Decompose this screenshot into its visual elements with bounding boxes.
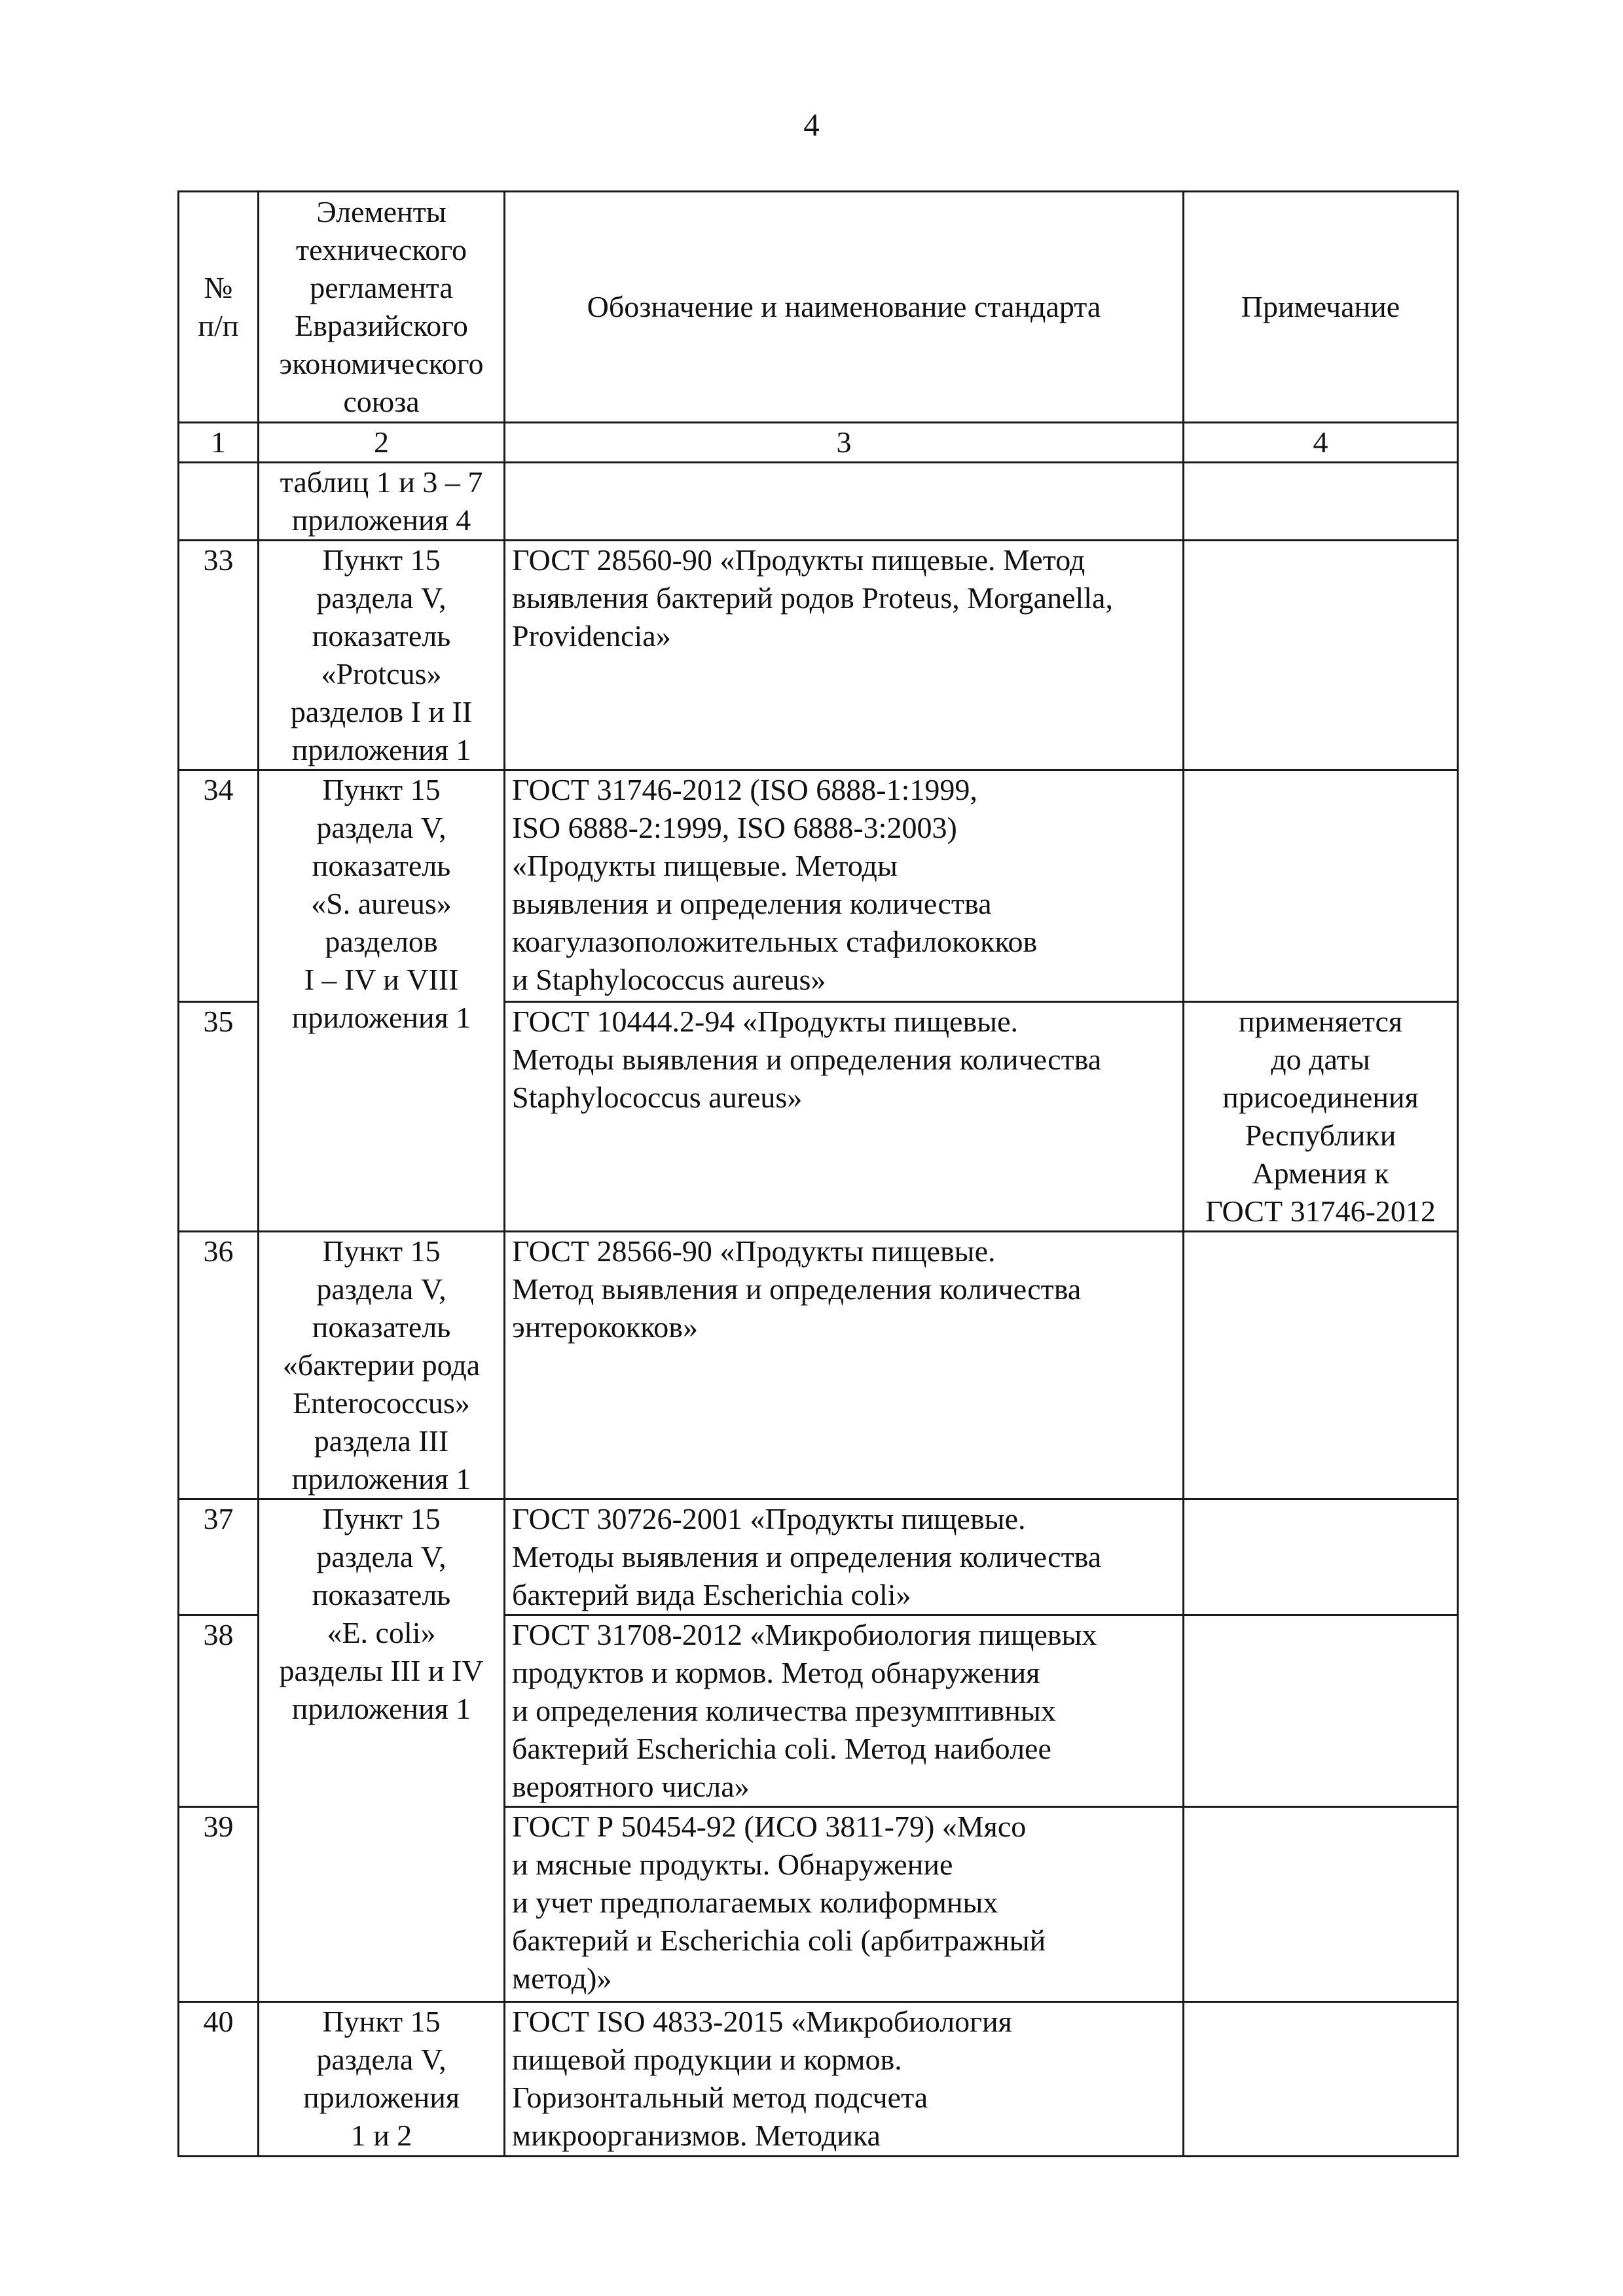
note-cell [1184,1499,1458,1615]
text-line: ГОСТ 28566-90 «Продукты пищевые. [512,1234,996,1268]
text-line: ГОСТ 28560-90 «Продукты пищевые. Метод [512,543,1085,577]
text-line: ГОСТ 31746-2012 (ISO 6888-1:1999, [512,773,977,806]
standard-cell [505,463,1184,541]
row-number: 40 [179,2002,259,2157]
standard-cell [505,1002,1184,1232]
text-line: Пункт 15 [322,543,441,577]
header-note-cell [1184,192,1458,423]
note-cell [1184,541,1458,770]
row-number: 39 [179,1807,259,2002]
text-line: ГОСТ 31708-2012 «Микробиология пищевых [512,1618,1097,1651]
text-line: 1 и 2 [350,2119,412,2152]
numbering-cell-4: 4 [1184,423,1458,463]
text-line: вероятного числа» [512,1770,750,1803]
element-cell [259,1232,505,1499]
standards-table [177,190,1459,2157]
note-cell [1184,1807,1458,2002]
standard-text [512,1500,1176,1614]
text-line: и Staphylococcus aureus» [512,963,826,996]
standard-cell [505,1232,1184,1499]
element-text [266,771,497,1037]
note-cell [1184,1615,1458,1807]
text-line: ГОСТ 30726-2001 «Продукты пищевые. [512,1502,1026,1535]
text-line: Пункт 15 [322,1234,441,1268]
text-line: и определения количества презумптивных [512,1694,1056,1727]
text-line: Армения к [1252,1157,1389,1190]
text-line: выявления и определения количества [512,887,992,920]
standard-text [512,1232,1176,1346]
text-line: «E. coli» [327,1616,436,1649]
text-line: метод)» [512,1962,612,1995]
table-row-36 [179,1232,1458,1499]
text-line: бактерий Escherichia coli. Метод наиболее [512,1732,1051,1765]
text-line: Республики [1245,1119,1396,1152]
table-row-33 [179,541,1458,770]
header-elements-cell [259,192,505,423]
table-row-37 [179,1499,1458,1615]
text-line: показатель [312,619,451,653]
standard-text [512,541,1176,655]
element-cell [259,541,505,770]
text-line: «S. aureus» [311,887,452,920]
header-number-label [186,269,251,345]
text-line: таблиц 1 и 3 – 7 [280,465,483,499]
text-line: «Продукты пищевые. Методы [512,849,898,882]
text-line: продуктов и кормов. Метод обнаружения [512,1656,1040,1689]
text-line: Метод выявления и определения количества [512,1272,1082,1306]
row-number: 38 [179,1615,259,1807]
element-text [266,1500,497,1728]
element-cell [259,463,505,541]
element-text [266,2003,497,2155]
text-line: присоединения [1222,1081,1419,1114]
text-line: и учет предполагаемых колиформных [512,1886,998,1919]
text-line: разделов [325,925,438,958]
note-text [1191,1003,1450,1230]
note-cell [1184,463,1458,541]
text-line: Евразийского [295,309,468,342]
text-line: ГОСТ 31746-2012 [1205,1194,1436,1228]
text-line: до даты [1271,1043,1370,1076]
text-line: «Protcus» [321,657,442,691]
text-line: микроорганизмов. Методика [512,2119,881,2152]
text-line: ГОСТ 10444.2-94 «Продукты пищевые. [512,1005,1018,1038]
text-line: Элементы [316,195,447,228]
text-line: раздела III [314,1424,449,1458]
row-number: 33 [179,541,259,770]
text-line: бактерий и Escherichia coli (арбитражный [512,1924,1046,1957]
row-number [179,463,259,541]
text-line: раздела V, [316,2043,447,2076]
text-line: приложения 1 [291,1001,471,1034]
text-line: союза [343,385,420,418]
header-standard-cell [505,192,1184,423]
text-line: Пункт 15 [322,1502,441,1535]
standard-text [512,771,1176,999]
row-number: 34 [179,770,259,1002]
text-line: приложения 1 [291,733,471,766]
column-numbering-row [179,423,1458,463]
standard-text [512,1616,1176,1806]
standard-text [512,1003,1176,1117]
text-line: Staphylococcus aureus» [512,1081,803,1114]
note-cell [1184,1232,1458,1499]
note-cell [1184,1002,1458,1232]
element-cell-merged [259,770,505,1232]
text-line: пищевой продукции и кормов. [512,2043,902,2076]
text-line: показатель [312,1578,451,1611]
page-number: 4 [803,107,820,143]
text-line: коагулазоположительных стафилококков [512,925,1038,958]
text-line: ГОСТ ISO 4833-2015 «Микробиология [512,2005,1012,2038]
text-line: «бактерии рода [282,1348,481,1382]
numbering-cell-2: 2 [259,423,505,463]
text-line: раздела V, [316,1272,447,1306]
text-line: регламента [310,271,453,304]
standard-text [512,1808,1176,1998]
header-elements-label [266,193,497,421]
text-line: показатель [312,1310,451,1344]
text-line: разделы III и IV [279,1654,484,1687]
table-row-34 [179,770,1458,1002]
element-cell-merged [259,1499,505,2002]
text-line: ISO 6888-2:1999, ISO 6888-3:2003) [512,811,957,844]
text-line: технического [296,233,467,266]
text-line: приложения 4 [291,503,471,537]
standard-text [512,2003,1176,2155]
element-cell [259,2002,505,2157]
text-line: I – IV и VIII [304,963,459,996]
text-line: раздела V, [316,811,447,844]
text-line: применяется [1238,1005,1403,1038]
element-text [266,541,497,769]
text-line: п/п [198,309,239,342]
text-line: и мясные продукты. Обнаружение [512,1848,953,1881]
text-line: экономического [279,347,484,380]
text-line: выявления бактерий родов Proteus, Morganella, [512,581,1113,615]
standard-cell [505,541,1184,770]
numbering-cell-3: 3 [505,423,1184,463]
standard-cell [505,1807,1184,2002]
header-standard-label: Обозначение и наименование стандарта [587,290,1101,323]
text-line: Горизонтальный метод подсчета [512,2081,928,2114]
text-line: № [204,271,233,304]
text-line: Пункт 15 [322,773,441,806]
text-line: раздела V, [316,1540,447,1573]
standard-cell [505,1615,1184,1807]
note-cell [1184,770,1458,1002]
standard-cell [505,1499,1184,1615]
standard-cell [505,770,1184,1002]
row-number: 36 [179,1232,259,1499]
table-row-40 [179,2002,1458,2157]
element-text [266,463,497,539]
text-line: приложения 1 [291,1692,471,1725]
text-line: Методы выявления и определения количества [512,1540,1102,1573]
table-row-continuation [179,463,1458,541]
text-line: Пункт 15 [322,2005,441,2038]
text-line: приложения [302,2081,460,2114]
text-line: Методы выявления и определения количества [512,1043,1102,1076]
text-line: Providencia» [512,619,671,653]
text-line: энтерококков» [512,1310,698,1344]
text-line: Enterococcus» [293,1386,470,1420]
text-line: приложения 1 [291,1462,471,1496]
text-line: показатель [312,849,451,882]
row-number: 35 [179,1002,259,1232]
element-text [266,1232,497,1498]
header-note-label: Примечание [1241,290,1400,323]
numbering-cell-1: 1 [179,423,259,463]
text-line: бактерий вида Escherichia coli» [512,1578,911,1611]
text-line: разделов I и II [290,695,473,728]
text-line: раздела V, [316,581,447,615]
note-cell [1184,2002,1458,2157]
standard-cell [505,2002,1184,2157]
text-line: ГОСТ Р 50454-92 (ИСО 3811-79) «Мясо [512,1810,1027,1843]
table-header-row [179,192,1458,423]
header-number-cell [179,192,259,423]
row-number: 37 [179,1499,259,1615]
